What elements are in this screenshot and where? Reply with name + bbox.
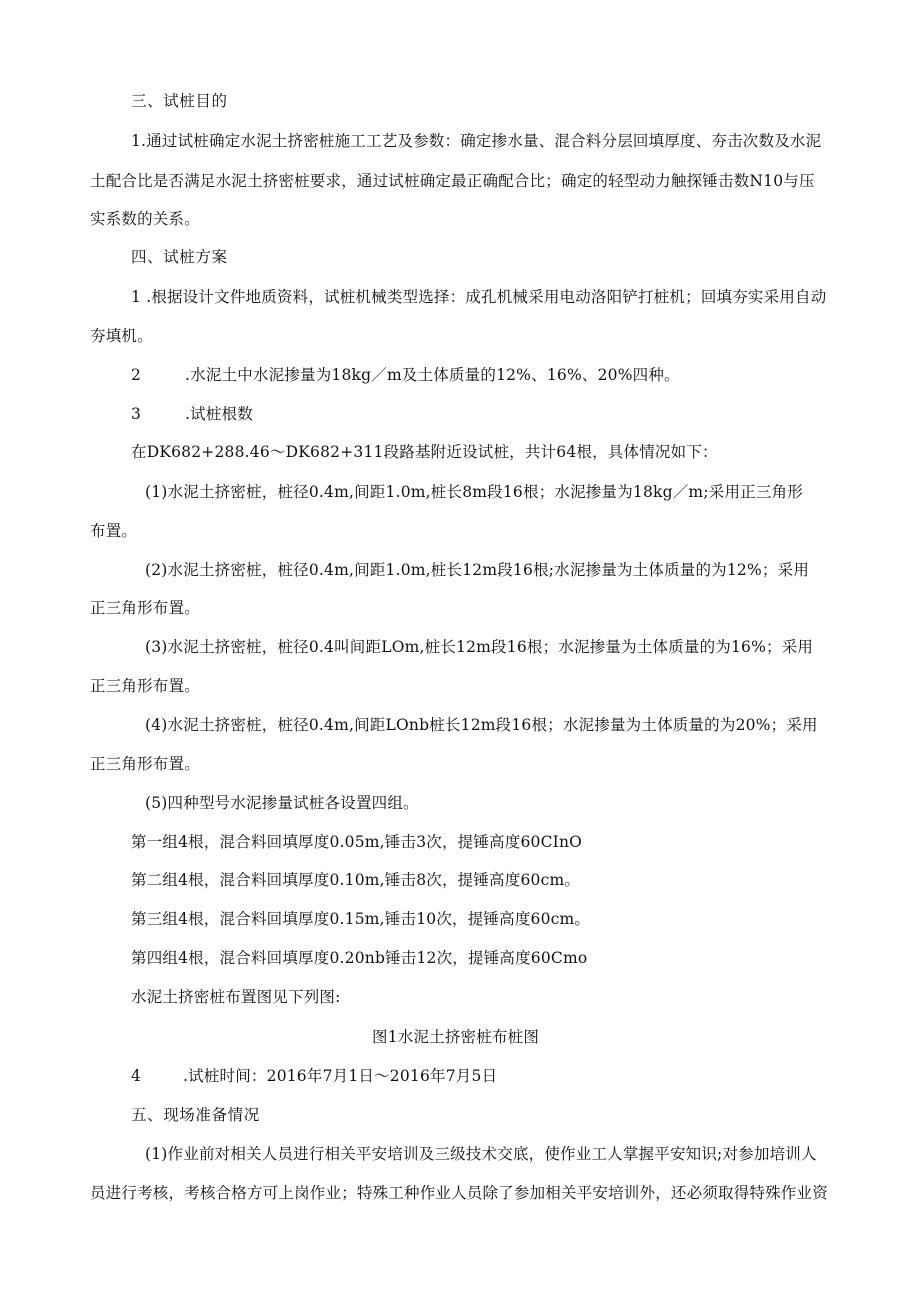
section-5-paragraph-line-1: (1)作业前对相关人员进行相关平安培训及三级技术交底，使作业工人掌握平安知识;对参加培训人 <box>145 1145 817 1163</box>
section-3-paragraph-line-2: 土配合比是否满足水泥土挤密桩要求，通过试桩确定最正确配合比；确定的轻型动力触探锤击数N10与压 <box>90 172 815 190</box>
item-3-text: .试桩根数 <box>185 405 253 423</box>
item-4-number: 4 <box>131 1067 142 1085</box>
item-2 <box>131 365 680 385</box>
sub-item-2-line-1: (2)水泥土挤密桩，桩径0.4m,间距1.0m,桩长12m段16根;水泥掺量为土体质量的为12%；采用 <box>145 561 810 579</box>
section-5-paragraph-line-2: 员进行考核，考核合格方可上岗作业；特殊工种作业人员除了参加相关平安培训外，还必须取得特殊作业资 <box>90 1184 828 1202</box>
section-3-paragraph-line-3: 实系数的关系。 <box>90 210 200 228</box>
sub-item-3-line-2: 正三角形布置。 <box>90 677 200 695</box>
group-1-text: 第一组4根，混合料回填厚度0.05m,锤击3次，提锤高度60CInO <box>131 833 583 851</box>
section-3-heading: 三、试桩目的 <box>131 92 228 110</box>
item-1-line-1: 1 .根据设计文件地质资料，试桩机械类型选择：成孔机械采用电动洛阳铲打桩机；回填夯实采用自动 <box>131 288 827 306</box>
sub-item-1-line-1: (1)水泥土挤密桩，桩径0.4m,间距1.0m,桩长8m段16根；水泥掺量为18kg／m;采用正三角形 <box>145 483 803 501</box>
test-location-text: 在DK682+288.46～DK682+311段路基附近设试桩，共计64根，具体情况如下： <box>131 443 718 461</box>
item-3-number: 3 <box>131 405 142 423</box>
item-2-number: 2 <box>131 366 142 384</box>
item-1-line-2: 夯填机。 <box>90 327 153 345</box>
sub-item-2-line-2: 正三角形布置。 <box>90 599 200 617</box>
item-3 <box>131 404 253 424</box>
sub-item-4-line-2: 正三角形布置。 <box>90 755 200 773</box>
layout-intro-text: 水泥土挤密桩布置图见下列图: <box>131 988 341 1006</box>
sub-item-3-line-1: (3)水泥土挤密桩，桩径0.4叫间距LOm,桩长12m段16根；水泥掺量为土体质量的为16%；采用 <box>145 638 814 656</box>
section-5-heading: 五、现场准备情况 <box>131 1106 260 1124</box>
sub-item-4-line-1: (4)水泥土挤密桩，桩径0.4m,间距LOnb桩长12m段16根；水泥掺量为土体质量的为20%；采用 <box>145 716 818 734</box>
section-3-paragraph-line-1: 1.通过试桩确定水泥土挤密桩施工工艺及参数：确定掺水量、混合料分层回填厚度、夯击次数及水泥 <box>131 132 822 150</box>
sub-item-5: (5)四种型号水泥掺量试桩各设置四组。 <box>145 794 419 812</box>
item-2-text: .水泥土中水泥掺量为18kg／m及土体质量的12%、16%、20%四种。 <box>185 366 680 384</box>
group-3-text: 第三组4根，混合料回填厚度0.15m,锤击10次，提锤高度60cm。 <box>131 910 591 928</box>
item-4 <box>131 1066 497 1086</box>
group-2-text: 第二组4根，混合料回填厚度0.10m,锤击8次，提锤高度60cm。 <box>131 871 581 889</box>
group-4-text: 第四组4根，混合料回填厚度0.20nb锤击12次，提锤高度60Cmo <box>131 949 588 967</box>
section-4-heading: 四、试桩方案 <box>131 248 228 266</box>
sub-item-1-line-2: 布置。 <box>90 522 138 540</box>
figure-caption: 图1水泥土挤密桩布桩图 <box>372 1028 540 1046</box>
item-4-text: .试桩时间：2016年7月1日～2016年7月5日 <box>183 1067 498 1085</box>
